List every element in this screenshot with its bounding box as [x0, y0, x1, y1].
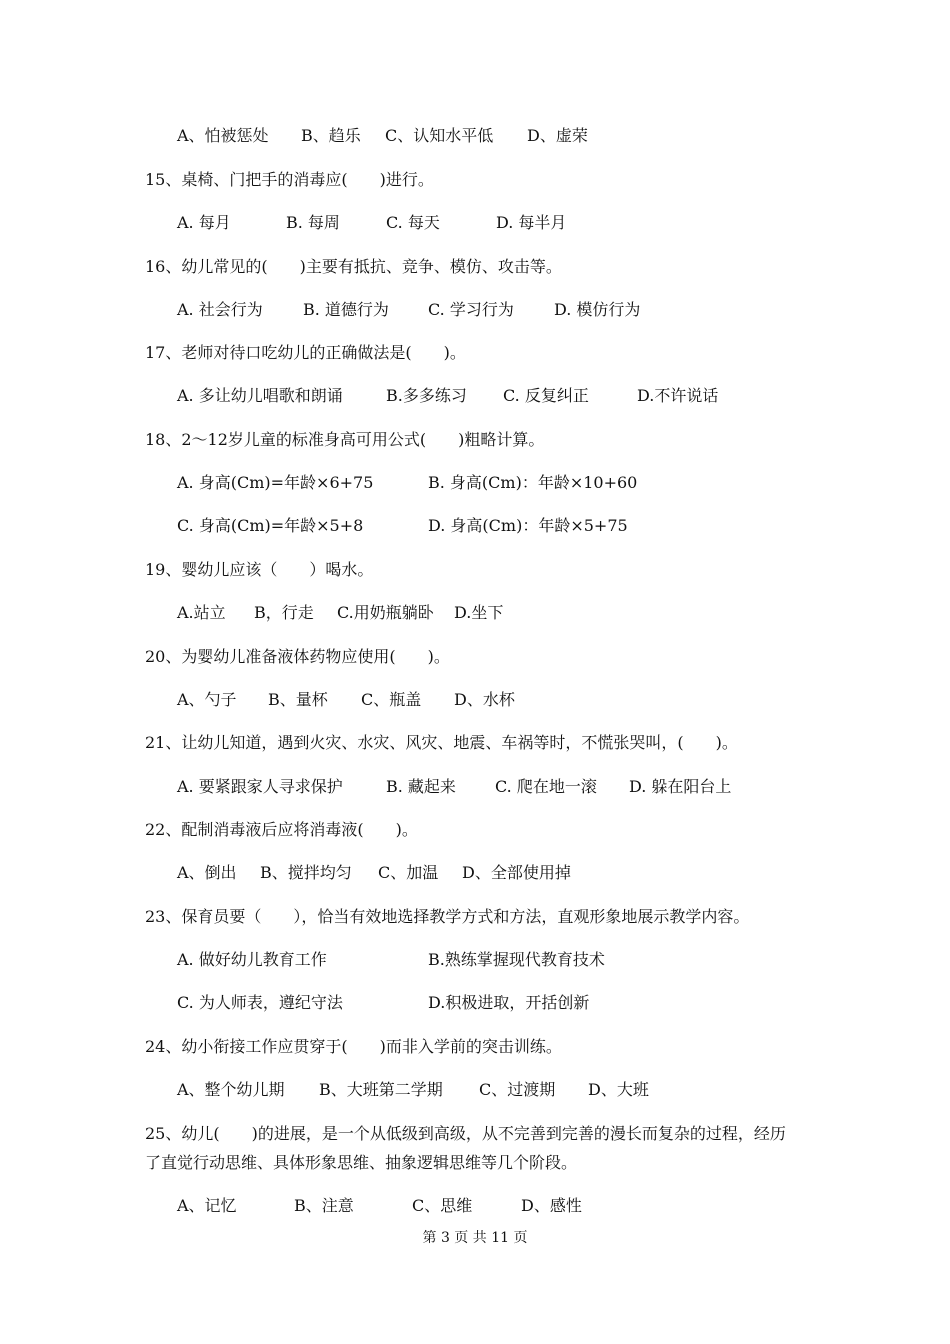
q21-option-b: B. 藏起来 [386, 777, 456, 796]
q16-stem: 16、幼儿常见的( )主要有抵抗、竞争、模仿、攻击等。 [145, 257, 562, 276]
q24-option-c: C、过渡期 [479, 1080, 556, 1099]
q14-option-b: B、趋乐 [301, 126, 361, 145]
q18-option-c: C. 身高(Cm)=年龄×5+8 [177, 516, 364, 535]
q19-option-b: B，行走 [254, 603, 314, 622]
q24-stem: 24、幼小衔接工作应贯穿于( )而非入学前的突击训练。 [145, 1037, 562, 1056]
q15-option-a: A. 每月 [177, 213, 231, 232]
q20-option-d: D、水杯 [454, 690, 515, 709]
q24-option-b: B、大班第二学期 [319, 1080, 443, 1099]
q17-option-a: A. 多让幼儿唱歌和朗诵 [177, 386, 343, 405]
q20-stem: 20、为婴幼儿准备液体药物应使用( )。 [145, 647, 450, 666]
q24-option-a: A、整个幼儿期 [177, 1080, 285, 1099]
q22-stem: 22、配制消毒液后应将消毒液( )。 [145, 820, 418, 839]
page-number-footer: 第 3 页 共 11 页 [422, 1230, 528, 1246]
q25-option-c: C、思维 [412, 1196, 473, 1215]
q23-stem: 23、保育员要（ ），恰当有效地选择教学方式和方法，直观形象地展示教学内容。 [145, 907, 750, 926]
q15-option-c: C. 每天 [386, 213, 440, 232]
q25-stem-line-2: 了直觉行动思维、具体形象思维、抽象逻辑思维等几个阶段。 [145, 1153, 578, 1172]
q19-option-c: C.用奶瓶躺卧 [337, 603, 434, 622]
q19-stem: 19、婴幼儿应该（ ）喝水。 [145, 560, 374, 579]
q18-option-d: D. 身高(Cm)：年龄×5+75 [428, 516, 628, 535]
q23-option-d: D.积极进取，开括创新 [428, 993, 590, 1012]
q17-stem: 17、老师对待口吃幼儿的正确做法是( )。 [145, 343, 466, 362]
q16-option-b: B. 道德行为 [303, 300, 389, 319]
q21-stem: 21、让幼儿知道，遇到火灾、水灾、风灾、地震、车祸等时，不慌张哭叫，( )。 [145, 733, 738, 752]
q18-stem: 18、2～12岁儿童的标准身高可用公式( )粗略计算。 [145, 430, 545, 449]
q23-option-a: A. 做好幼儿教育工作 [177, 950, 327, 969]
q23-option-b: B.熟练掌握现代教育技术 [428, 950, 605, 969]
q25-option-b: B、注意 [294, 1196, 354, 1215]
q25-option-a: A、记忆 [177, 1196, 237, 1215]
q17-option-b: B.多多练习 [386, 386, 467, 405]
q25-option-d: D、感性 [521, 1196, 582, 1215]
q19-option-a: A.站立 [177, 603, 226, 622]
q20-option-b: B、量杯 [268, 690, 328, 709]
q20-option-a: A、勺子 [177, 690, 237, 709]
q15-stem: 15、桌椅、门把手的消毒应( )进行。 [145, 170, 434, 189]
q15-option-b: B. 每周 [286, 213, 340, 232]
q14-option-c: C、认知水平低 [385, 126, 494, 145]
q22-option-a: A、倒出 [177, 863, 237, 882]
q20-option-c: C、瓶盖 [361, 690, 422, 709]
q15-option-d: D. 每半月 [496, 213, 567, 232]
q14-option-a: A、怕被惩处 [177, 126, 269, 145]
q24-option-d: D、大班 [588, 1080, 649, 1099]
q21-option-a: A. 要紧跟家人寻求保护 [177, 777, 343, 796]
q18-option-b: B. 身高(Cm)：年龄×10+60 [428, 473, 638, 492]
q25-stem-line-1: 25、幼儿( )的进展，是一个从低级到高级，从不完善到完善的漫长而复杂的过程，经历 [145, 1124, 786, 1143]
q14-option-d: D、虚荣 [527, 126, 588, 145]
q22-option-b: B、搅拌均匀 [260, 863, 352, 882]
q21-option-c: C. 爬在地一滚 [495, 777, 597, 796]
q16-option-c: C. 学习行为 [428, 300, 514, 319]
q22-option-c: C、加温 [378, 863, 439, 882]
q23-option-c: C. 为人师表，遵纪守法 [177, 993, 343, 1012]
q17-option-d: D.不许说话 [637, 386, 719, 405]
q16-option-d: D. 模仿行为 [554, 300, 641, 319]
q19-option-d: D.坐下 [454, 603, 504, 622]
q17-option-c: C. 反复纠正 [503, 386, 589, 405]
q21-option-d: D. 躲在阳台上 [629, 777, 732, 796]
q22-option-d: D、全部使用掉 [462, 863, 571, 882]
q18-option-a: A. 身高(Cm)=年龄×6+75 [177, 473, 374, 492]
q16-option-a: A. 社会行为 [177, 300, 263, 319]
